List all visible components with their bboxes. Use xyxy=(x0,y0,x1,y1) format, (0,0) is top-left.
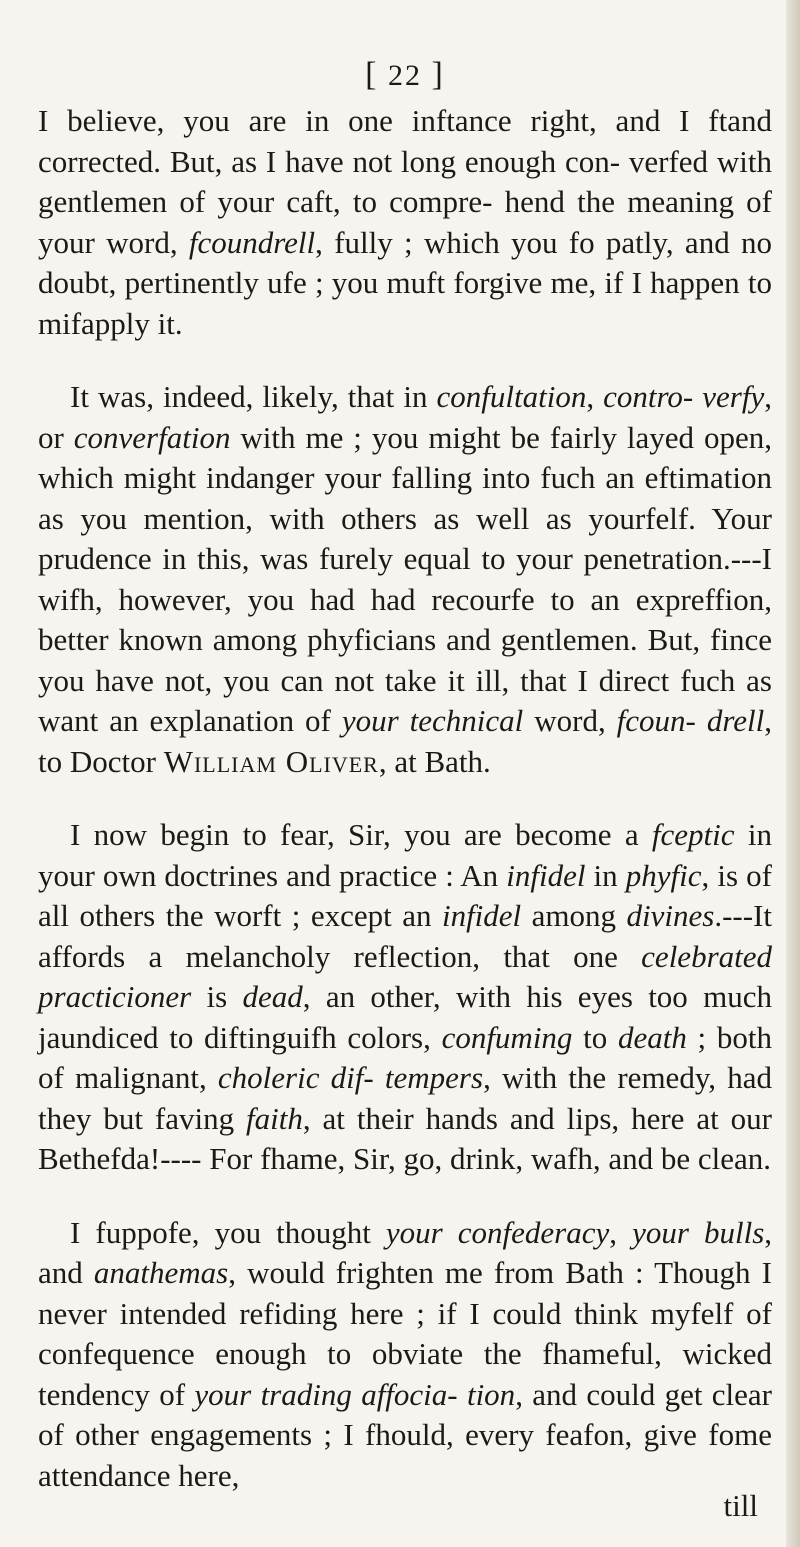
text-run: , fully ; which you fo patly, and no doubt, pertinently ufe ; you muft forgive me, if I happen to mifapply it. xyxy=(38,224,772,341)
page-number-close-bracket: ] xyxy=(431,56,445,93)
italic-run: celebrated practicioner xyxy=(38,938,772,1014)
text-run: word, xyxy=(523,703,617,738)
small-caps-name: William Oliver xyxy=(163,743,379,779)
paragraph-3 xyxy=(38,815,772,1180)
text-run: , is of all others the worft ; except an xyxy=(38,857,772,933)
text-run: I now begin to fear, Sir, you are become a xyxy=(70,817,652,852)
italic-run: fceptic xyxy=(651,817,735,852)
page-edge xyxy=(786,0,800,1547)
italic-run: death xyxy=(617,1019,687,1055)
text-run: It was, indeed, likely, that in xyxy=(70,379,437,414)
text-run: , at their hands and lips, here at our Bethefda!---- For fhame, Sir, go, drink, wafh, and be clean. xyxy=(38,1100,772,1176)
text-run: .---It affords a melancholy reflection, that one xyxy=(38,898,772,974)
page-number: 22 xyxy=(388,59,422,92)
text-run: in your own doctrines and practice : An xyxy=(38,817,772,893)
italic-run: anathemas xyxy=(93,1255,229,1290)
italic-run: phyfic xyxy=(625,857,702,893)
text-run: , with the remedy, had they but faving xyxy=(38,1060,772,1136)
italic-run: your trading affocia- tion xyxy=(194,1376,516,1412)
text-run: , would frighten me from Bath : Though I never intended refiding here ; if I could think myfelf of confequence enough to obviate the fhameful, wicked tendency of xyxy=(38,1255,772,1412)
italic-run: choleric dif- tempers xyxy=(217,1060,484,1095)
page-number-open-bracket: [ xyxy=(365,56,379,93)
italic-run: your technical xyxy=(341,703,524,738)
italic-run: fcoun- drell xyxy=(616,703,765,738)
text-run: in xyxy=(585,857,626,893)
text-run: with me ; you might be fairly layed open, which might indanger your falling into fuch an eftimation as you mention, with others as well as yourfelf. Your prudence in this, was furely equal to your penetration.---I wifh, however, you had had recourfe to an expreffion, better known among phyficians and gentlemen. But, fince you have not, you can not take it ill, that I direct fuch as want an explanation of xyxy=(38,419,773,738)
text-run: , and could get clear of other engagements ; I fhould, every feafon, give fome attendance here, xyxy=(38,1376,773,1493)
italic-run: fcoundrell xyxy=(188,224,316,260)
italic-run: your bulls xyxy=(632,1214,765,1250)
text-run: I believe, you are in one inftance right, and I ftand corrected. But, as I have not long enough con- verfed with gentlemen of your caft, to compre- hend the meaning of your word, xyxy=(38,103,772,260)
italic-run: infidel xyxy=(441,898,522,933)
italic-run: infidel xyxy=(506,857,586,893)
italic-run: divines xyxy=(626,898,715,933)
italic-run: confultation xyxy=(436,379,587,414)
text-run: ; both of malignant, xyxy=(38,1019,772,1095)
italic-run: your confederacy xyxy=(385,1214,610,1250)
text-run: , to Doctor xyxy=(38,703,772,779)
italic-run: converfation xyxy=(73,419,231,455)
paragraph-1 xyxy=(38,101,772,344)
page-number-header xyxy=(38,58,772,93)
paragraph-2 xyxy=(38,377,772,782)
catchword: till xyxy=(723,1488,758,1523)
paragraph-4 xyxy=(38,1213,772,1497)
text-run: , or xyxy=(38,379,772,455)
text-run: , xyxy=(609,1214,633,1250)
italic-run: dead xyxy=(242,979,303,1014)
text-run: , and xyxy=(38,1214,773,1290)
italic-run: faith xyxy=(246,1100,303,1136)
italic-run: confuming xyxy=(441,1019,573,1055)
text-run: , xyxy=(586,379,604,414)
text-run: , at Bath. xyxy=(378,743,491,779)
text-run: to xyxy=(572,1019,618,1055)
text-run: I fuppofe, you thought xyxy=(70,1214,386,1250)
text-run: , an other, with his eyes too much jaundiced to diftinguifh colors, xyxy=(38,979,772,1055)
text-run: is xyxy=(191,979,243,1014)
text-run: among xyxy=(521,898,627,933)
italic-run: contro- verfy xyxy=(603,379,765,414)
